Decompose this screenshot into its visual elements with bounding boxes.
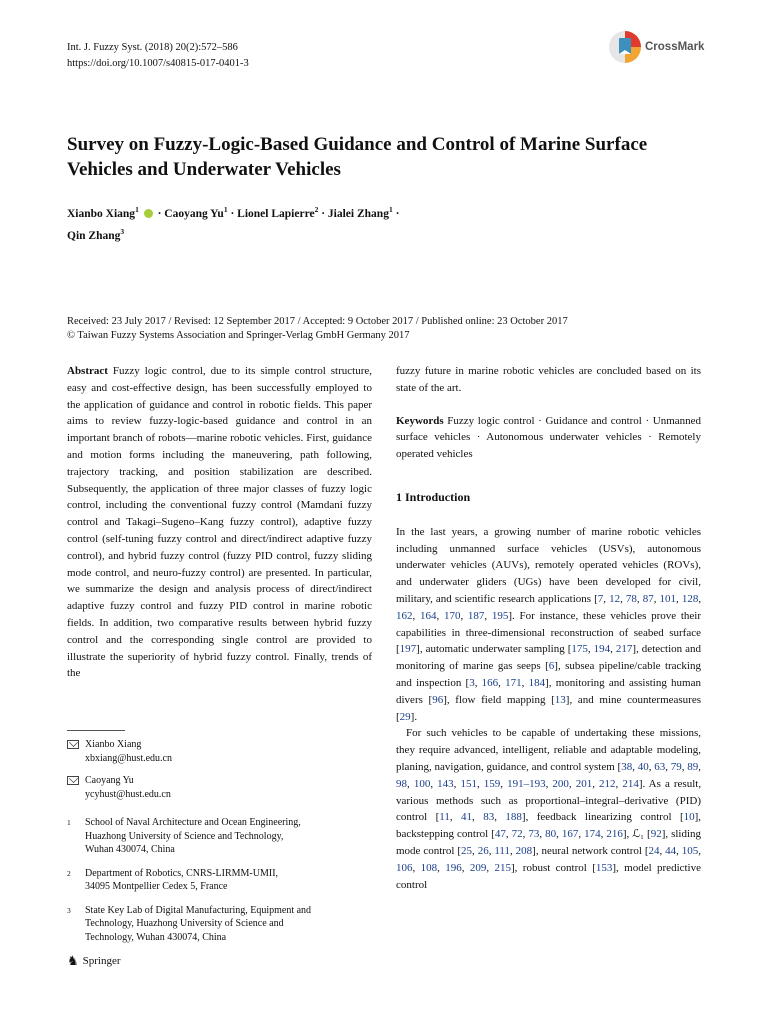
citation-link[interactable]: 167 <box>561 828 579 841</box>
paper-title: Survey on Fuzzy-Logic-Based Guidance and Control of Marine Surface Vehicles and Underwater Vehicles <box>67 134 648 180</box>
citation-link[interactable]: 184 <box>528 676 546 689</box>
citation-link[interactable]: 24 <box>648 844 660 857</box>
citation-link[interactable]: 212 <box>599 777 616 790</box>
citation-link[interactable]: 89 <box>687 760 699 773</box>
citation-link[interactable]: 194 <box>593 643 611 656</box>
citation-link[interactable]: 47 <box>494 828 506 841</box>
affiliation-number: 3 <box>67 905 71 915</box>
affiliation-line: Huazhong University of Science and Technology, <box>85 830 284 842</box>
affiliation <box>67 904 372 945</box>
citation-link[interactable]: 201 <box>575 777 593 790</box>
publisher-name: Springer <box>82 955 121 967</box>
contact-entry <box>67 738 372 765</box>
citation-link[interactable]: 73 <box>528 828 540 841</box>
section-heading: 1 Introduction <box>396 489 471 504</box>
citation-link[interactable]: 83 <box>483 811 495 824</box>
contact-entry <box>67 774 372 801</box>
affiliation-number: 1 <box>67 818 71 827</box>
citation-link[interactable]: 87 <box>642 592 654 605</box>
citation-link[interactable]: 111 <box>494 844 511 857</box>
citation-link[interactable]: 208 <box>515 844 533 857</box>
affiliation <box>67 867 372 894</box>
citation-link[interactable]: 44 <box>665 844 677 857</box>
orcid-icon[interactable] <box>144 209 153 218</box>
crossmark-badge[interactable] <box>608 30 704 64</box>
springer-horse-icon: ♞ <box>67 953 79 968</box>
author-name[interactable]: Qin Zhang <box>67 229 121 242</box>
citation-link[interactable]: 188 <box>505 811 522 824</box>
citation-link[interactable]: 164 <box>419 609 437 622</box>
envelope-icon <box>67 740 79 749</box>
citation-link[interactable]: 128 <box>681 592 699 605</box>
contact-email[interactable]: ycyhust@hust.edu.cn <box>85 788 171 800</box>
citation-link[interactable]: 26 <box>477 844 489 857</box>
citation-link[interactable]: 38 <box>621 760 633 773</box>
left-column <box>67 363 372 682</box>
citation-link[interactable]: 80 <box>545 828 557 841</box>
author-affiliation-mark: 1 <box>223 205 228 214</box>
citation-link[interactable]: 98 <box>396 777 407 790</box>
author-affiliation-mark: 1 <box>135 205 139 214</box>
citation-link[interactable]: 108 <box>420 861 438 874</box>
citation-link[interactable]: 101 <box>659 592 677 605</box>
citation-link[interactable]: 170 <box>443 609 461 622</box>
citation-link[interactable]: 3 <box>469 676 475 689</box>
footnote-divider <box>67 730 125 731</box>
author-list: Xianbo Xiang$^1$ · Caoyang $Yu^1$ · Lionel Lapierre$^2$ · Jialei Zhang$^1$ · Qin Zhang$^3$ <box>67 205 400 242</box>
citation-link[interactable]: 143 <box>437 777 454 790</box>
citation-link[interactable]: 13 <box>554 693 566 706</box>
doi-link[interactable]: https://doi.org/10.1007/s40815-017-0401-3 <box>67 58 249 69</box>
crossmark-icon <box>608 30 642 64</box>
citation-link[interactable]: 151 <box>460 777 477 790</box>
author-affiliation-mark: 2 <box>314 205 319 214</box>
keywords <box>396 413 701 463</box>
abstract-continuation: fuzzy future in marine robotic vehicles are concluded based on its state of the art. <box>396 365 701 394</box>
citation-link[interactable]: 187 <box>467 609 485 622</box>
citation-link[interactable]: 25 <box>461 844 473 857</box>
contact-name: Caoyang Yu <box>85 775 134 786</box>
citation-link[interactable]: 41 <box>461 811 473 824</box>
author-name[interactable]: Caoyang Yu <box>164 207 224 220</box>
citation-link[interactable]: 191–193 <box>507 777 546 790</box>
author-name[interactable]: Lionel Lapierre <box>237 207 315 220</box>
citation-link[interactable]: 6 <box>548 660 555 673</box>
citation-link[interactable]: 197 <box>399 643 417 656</box>
citation-link[interactable]: 217 <box>615 643 633 656</box>
affiliation-line: Wuhan 430074, China <box>85 844 175 855</box>
affiliation-line: Technology, Huazhong University of Science and <box>85 918 284 929</box>
publisher-logo <box>67 953 121 969</box>
citation-link[interactable]: 92 <box>650 828 662 841</box>
citation-link[interactable]: 72 <box>511 828 523 841</box>
citation-link[interactable]: 96 <box>432 693 444 706</box>
citation-link[interactable]: 106 <box>396 861 413 874</box>
citation-link[interactable]: 175 <box>571 643 588 656</box>
citation-link[interactable]: 63 <box>654 760 666 773</box>
dates-line: Received: 23 July 2017 / Revised: 12 September 2017 / Accepted: 9 October 2017 / Published online: 23 October 2017 <box>67 316 568 327</box>
citation-link[interactable]: 7 <box>597 592 604 605</box>
citation-link[interactable]: 40 <box>637 760 649 773</box>
citation-link[interactable]: 196 <box>445 861 462 874</box>
right-column <box>396 363 701 893</box>
citation-link[interactable]: 10 <box>683 811 695 824</box>
author-name[interactable]: Jialei Zhang <box>327 207 389 220</box>
affiliation-line: State Key Lab of Digital Manufacturing, Equipment and <box>85 904 312 916</box>
affiliation-number: 2 <box>67 868 71 878</box>
abstract-text: Fuzzy logic control, due to its simple control structure, easy and cost-effective design, has been successfully employed to the application of guidance and control in robotic fields. This paper aims to review fuzzy-logic-based guidance and control in an important branch of robots—marine robotic vehicles. First, guidance and motion forms including the maneuvering, path following, trajectory tracking, and position stabilization are described. Subsequently, the application of three major classes of fuzzy logic control, including the conventional fuzzy control (Mamdani fuzzy control and Takagi–Sugeno–Kang fuzzy control), adaptive fuzzy control (self-tuning fuzzy control and direct/indirect adaptive fuzzy control), and hybrid fuzzy control (fuzzy PID control, fuzzy sliding mode control, and neuro-fuzzy control) are presented. In particular, we summarize the design and analysis process of direct/indirect adaptive fuzzy control and fuzzy PID control in marine robotic fields. In addition, two comparative results between hybrid fuzzy control and the corresponding single control are provided to illustrate the superiority of hybrid fuzzy control. Finally, trends of the <box>67 365 372 680</box>
citation-link[interactable]: 174 <box>584 828 601 841</box>
keywords-text: Fuzzy logic control · Guidance and control · Unmanned surface vehicles · Autonomous underwater vehicles · Remotely operated vehicles <box>396 414 702 461</box>
citation-link[interactable]: 11 <box>439 811 450 824</box>
author-name[interactable]: Xianbo Xiang <box>67 207 136 220</box>
copyright-line: © Taiwan Fuzzy Systems Association and Springer-Verlag GmbH Germany 2017 <box>67 329 410 341</box>
citation-link[interactable]: 200 <box>552 777 569 790</box>
affiliation-line: 34095 Montpellier Cedex 5, France <box>85 881 228 892</box>
citation-link[interactable]: 215 <box>494 861 511 874</box>
author-affiliation-mark: 1 <box>388 205 393 214</box>
intro-paragraph-2: For such vehicles to be capable of undertaking these missions, they require advanced, intelligent, reliable and adaptable modeling, planing, navigation, guidance, and control system [38, 40, 63, 79, 89, 98, 100, 143, 151, 159, 191–193, 200, 201, 212, 214]. As a result, various methods such as proportional–integral–derivative (PID) control [11, 41, 83, 188], feedback linearizing control [10], backstepping control [47, 72, 73, 80, 167, 174, 216], ℒ₁ [92], sliding mode control [25, 26, 111, 208], neural network control [24, 44, 105, 106, 108, 196, 209, 215], robust control [153], model predictive control <box>396 727 702 891</box>
citation-link[interactable]: 162 <box>396 609 413 622</box>
contact-email[interactable]: xbxiang@hust.edu.cn <box>85 752 172 764</box>
citation-link[interactable]: 100 <box>413 777 431 790</box>
affiliation-line: Department of Robotics, CNRS-LIRMM-UMII, <box>85 867 279 879</box>
journal-citation <box>67 40 249 72</box>
envelope-icon <box>67 776 79 785</box>
abstract <box>67 363 372 682</box>
citation-link[interactable]: 29 <box>399 710 411 723</box>
intro-paragraph-1: In the last years, a growing number of marine robotic vehicles including unmanned surface vehicles (USVs), autonomous underwater vehicles (AUVs), remotely operated vehicles (ROVs), and underwater gliders (UGs) have been developed for civil, military, and scientific research applications [7, 12, 78, 87, 101, 128, 162, 164, 170, 187, 195]. For instance, these vehicles prove their capabilities in three-dimensional reconstruction of seabed surface [197], automatic underwater sampling [175, 194, 217], detection and monitoring of marine gas seeps [6], subsea pipeline/cable tracking and inspection [3, 166, 171, 184], monitoring and assisting human divers [96], flow field mapping [13], and mine countermeasures [29]. <box>396 525 702 723</box>
citation-link[interactable]: 78 <box>625 592 637 605</box>
citation-link[interactable]: 209 <box>469 861 487 874</box>
affiliation <box>67 816 372 857</box>
citation-link[interactable]: 214 <box>622 777 639 790</box>
correspondence-block <box>67 738 372 954</box>
citation-link[interactable]: 79 <box>670 760 682 773</box>
citation-link[interactable]: 216 <box>606 828 623 841</box>
affiliation-line: Technology, Wuhan 430074, China <box>85 931 227 943</box>
citation-link[interactable]: 105 <box>681 844 699 857</box>
affiliation-line: School of Naval Architecture and Ocean Engineering, <box>85 817 301 828</box>
citation-link[interactable]: 166 <box>481 676 499 689</box>
citation-link[interactable]: 153 <box>595 861 613 874</box>
citation-link[interactable]: 195 <box>491 609 509 622</box>
abstract-label: Abstract <box>67 365 108 377</box>
citation-link[interactable]: 159 <box>483 777 501 790</box>
citation-link[interactable]: 171 <box>505 676 522 689</box>
journal-line: Int. J. Fuzzy Syst. (2018) 20(2):572–586 <box>67 42 238 53</box>
citation-link[interactable]: 12 <box>609 592 621 605</box>
crossmark-label: CrossMark <box>645 41 705 53</box>
contact-name: Xianbo Xiang <box>85 739 142 750</box>
keywords-label: Keywords <box>396 414 444 427</box>
author-affiliation-mark: 3 <box>120 226 125 236</box>
publication-history <box>67 315 707 342</box>
